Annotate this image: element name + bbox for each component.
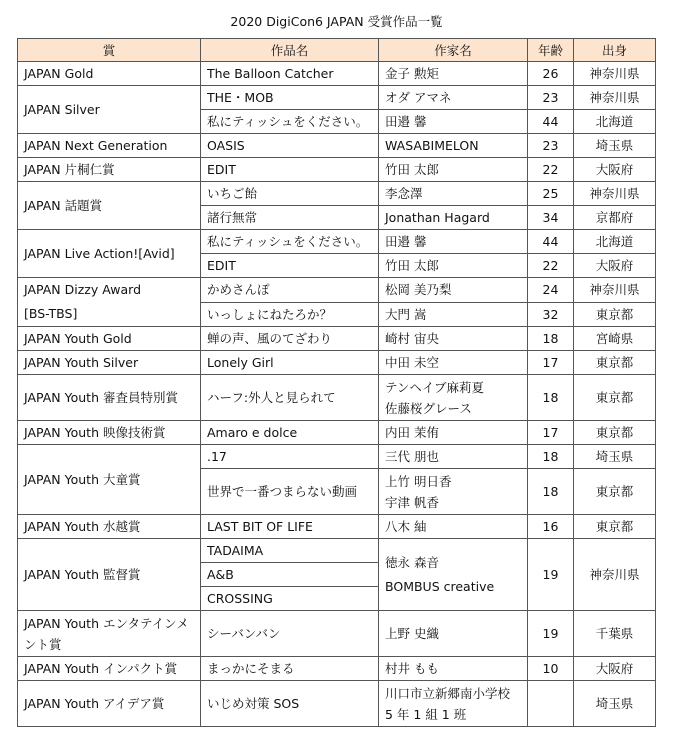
age-cell: 17: [528, 421, 574, 445]
table-row: [18, 681, 656, 727]
award-cell: JAPAN Youth 大童賞: [18, 445, 201, 515]
age-cell: 18: [528, 445, 574, 469]
artist-line: BOMBUS creative: [385, 578, 495, 594]
work-cell: Lonely Girl: [201, 351, 379, 375]
table-header-row: [18, 39, 656, 62]
origin-cell: 神奈川県: [574, 539, 656, 611]
artist-cell: オダ アマネ: [379, 86, 528, 110]
award-cell: JAPAN Silver: [18, 86, 201, 134]
origin-cell: 宮崎県: [574, 327, 656, 351]
table-row: [18, 515, 656, 539]
artist-line: 徳永 森音: [385, 554, 439, 570]
artist-cell: [379, 539, 528, 611]
origin-cell: 東京都: [574, 302, 656, 327]
award-cell: JAPAN Youth 水越賞: [18, 515, 201, 539]
header-artist: 作家名: [379, 39, 528, 62]
work-cell: いじめ対策 SOS: [201, 681, 379, 727]
artist-line: 佐藤桜グレース: [385, 400, 472, 416]
header-work: 作品名: [201, 39, 379, 62]
origin-cell: 北海道: [574, 230, 656, 254]
origin-cell: 東京都: [574, 469, 656, 515]
table-row: [18, 62, 656, 86]
artist-cell: 中田 未空: [379, 351, 528, 375]
award-cell: JAPAN Youth Silver: [18, 351, 201, 375]
origin-cell: 神奈川県: [574, 62, 656, 86]
origin-cell: 埼玉県: [574, 134, 656, 158]
age-cell: 16: [528, 515, 574, 539]
artist-cell: 松岡 美乃梨: [379, 278, 528, 303]
age-cell: 44: [528, 110, 574, 134]
award-cell: JAPAN Live Action![Avid]: [18, 230, 201, 278]
work-cell: 諸行無常: [201, 206, 379, 230]
table-row: [18, 134, 656, 158]
work-cell: .17: [201, 445, 379, 469]
table-row: [18, 375, 656, 421]
artist-line: 川口市立新郷南小学校: [385, 685, 511, 701]
header-origin: 出身: [574, 39, 656, 62]
work-cell: CROSSING: [201, 587, 379, 611]
award-cell: JAPAN Gold: [18, 62, 201, 86]
award-cell: JAPAN Youth インパクト賞: [18, 657, 201, 681]
age-cell: 18: [528, 469, 574, 515]
page-title: 2020 DigiCon6 JAPAN 受賞作品一覧: [230, 14, 443, 29]
artist-cell: Jonathan Hagard: [379, 206, 528, 230]
work-cell: THE・MOB: [201, 86, 379, 110]
age-cell: 24: [528, 278, 574, 303]
age-cell: 26: [528, 62, 574, 86]
table-row: [18, 657, 656, 681]
age-cell: 25: [528, 182, 574, 206]
age-cell: 34: [528, 206, 574, 230]
award-cell: JAPAN Youth Gold: [18, 327, 201, 351]
award-cell: JAPAN Next Generation: [18, 134, 201, 158]
table-row: [18, 182, 656, 206]
age-cell: 32: [528, 302, 574, 327]
work-cell: ハーフ:外人と見られて: [201, 375, 379, 421]
award-cell: JAPAN Youth アイデア賞: [18, 681, 201, 727]
work-cell: 世界で一番つまらない動画: [201, 469, 379, 515]
table-row: [18, 421, 656, 445]
table-row: [18, 611, 656, 657]
origin-cell: 大阪府: [574, 254, 656, 278]
table-row: [18, 278, 656, 303]
origin-cell: 神奈川県: [574, 278, 656, 303]
header-award: 賞: [18, 39, 201, 62]
artist-cell: 竹田 太郎: [379, 158, 528, 182]
table-row: [18, 351, 656, 375]
work-cell: Amaro e dolce: [201, 421, 379, 445]
origin-cell: 神奈川県: [574, 182, 656, 206]
age-cell: 22: [528, 158, 574, 182]
artist-cell: 村井 もも: [379, 657, 528, 681]
age-cell: 17: [528, 351, 574, 375]
work-cell: シーバンバン: [201, 611, 379, 657]
table-row: [18, 230, 656, 254]
table-row: [18, 158, 656, 182]
artist-cell: 上野 史織: [379, 611, 528, 657]
age-cell: 10: [528, 657, 574, 681]
work-cell: The Balloon Catcher: [201, 62, 379, 86]
artist-line: 上竹 明日香: [385, 473, 452, 489]
origin-cell: 東京都: [574, 421, 656, 445]
origin-cell: 埼玉県: [574, 681, 656, 727]
age-cell: 18: [528, 375, 574, 421]
header-age: 年齢: [528, 39, 574, 62]
work-cell: EDIT: [201, 158, 379, 182]
age-cell: 18: [528, 327, 574, 351]
work-cell: いっしょにねたろか？: [201, 302, 379, 327]
award-cell: JAPAN Youth 審査員特別賞: [18, 375, 201, 421]
work-cell: OASIS: [201, 134, 379, 158]
artist-line: 宇津 帆香: [385, 494, 439, 510]
age-cell: 23: [528, 134, 574, 158]
artist-cell: 田邉 馨: [379, 110, 528, 134]
work-cell: 私にティッシュをください。: [201, 110, 379, 134]
award-line: JAPAN Dizzy Award: [24, 282, 142, 297]
work-cell: いちご飴: [201, 182, 379, 206]
age-cell: 22: [528, 254, 574, 278]
work-cell: 蝉の声、風のてざわり: [201, 327, 379, 351]
age-cell: [528, 681, 574, 727]
work-cell: LAST BIT OF LIFE: [201, 515, 379, 539]
table-row: [18, 539, 656, 563]
age-cell: 23: [528, 86, 574, 110]
work-cell: TADAIMA: [201, 539, 379, 563]
work-cell: かめさんぽ: [201, 278, 379, 303]
origin-cell: 北海道: [574, 110, 656, 134]
award-line: [BS-TBS]: [24, 306, 78, 321]
award-cell: JAPAN 話題賞: [18, 182, 201, 230]
table-row: [18, 445, 656, 469]
award-cell: JAPAN Youth 映像技術賞: [18, 421, 201, 445]
artist-cell: 崎村 宙央: [379, 327, 528, 351]
artist-line: テンヘイブ麻莉夏: [385, 379, 485, 395]
awards-table: [17, 38, 656, 727]
age-cell: 19: [528, 611, 574, 657]
artist-cell: 金子 勲矩: [379, 62, 528, 86]
origin-cell: 京都府: [574, 206, 656, 230]
origin-cell: 大阪府: [574, 657, 656, 681]
work-cell: EDIT: [201, 254, 379, 278]
origin-cell: 東京都: [574, 375, 656, 421]
work-cell: まっかにそまる: [201, 657, 379, 681]
award-line: ント賞: [24, 636, 62, 652]
award-cell: [18, 611, 201, 657]
award-line: JAPAN Youth エンタテインメ: [24, 615, 189, 631]
artist-cell: 大門 嵩: [379, 302, 528, 327]
work-cell: A&B: [201, 563, 379, 587]
award-cell: JAPAN 片桐仁賞: [18, 158, 201, 182]
award-cell: [18, 278, 201, 327]
origin-cell: 埼玉県: [574, 445, 656, 469]
work-cell: 私にティッシュをください。: [201, 230, 379, 254]
artist-cell: WASABIMELON: [379, 134, 528, 158]
age-cell: 44: [528, 230, 574, 254]
award-cell: JAPAN Youth 監督賞: [18, 539, 201, 611]
artist-cell: [379, 681, 528, 727]
table-row: [18, 86, 656, 110]
origin-cell: 大阪府: [574, 158, 656, 182]
artist-cell: 八木 紬: [379, 515, 528, 539]
artist-cell: 内田 茉侑: [379, 421, 528, 445]
artist-cell: [379, 375, 528, 421]
origin-cell: 神奈川県: [574, 86, 656, 110]
artist-cell: 三代 朋也: [379, 445, 528, 469]
artist-cell: 竹田 太郎: [379, 254, 528, 278]
artist-cell: 李念澤: [379, 182, 528, 206]
origin-cell: 千葉県: [574, 611, 656, 657]
origin-cell: 東京都: [574, 515, 656, 539]
artist-cell: 田邉 馨: [379, 230, 528, 254]
age-cell: 19: [528, 539, 574, 611]
origin-cell: 東京都: [574, 351, 656, 375]
artist-line: 5 年 1 組 1 班: [385, 706, 467, 722]
artist-cell: [379, 469, 528, 515]
table-row: [18, 327, 656, 351]
